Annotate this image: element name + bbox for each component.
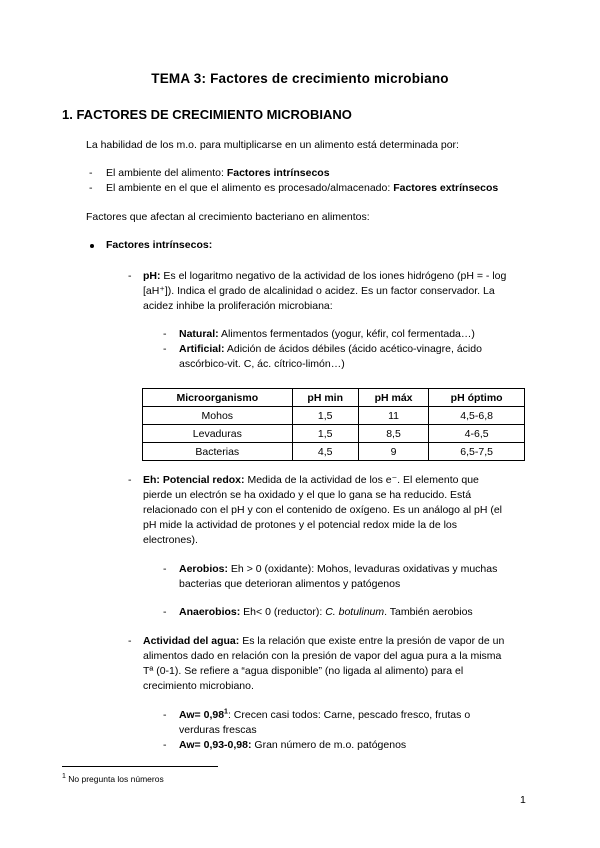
dash-marker: - [128,474,132,486]
table-cell: 9 [358,443,428,461]
table-cell: 4,5-6,8 [429,407,525,425]
aw-item-1: $Aw= 0,98^1$: Crecen casi todos: Carne, pescado fresco, frutas o [179,708,471,721]
dash-marker: - [163,709,167,721]
footnote-ref[interactable]: 1 [224,708,228,716]
page-number: 1 [520,794,526,806]
table-header-row [143,389,525,407]
table-cell: 1,5 [292,425,358,443]
aw-item-1-cont: verduras frescas [179,724,257,736]
dash-marker: - [163,739,167,751]
dash-marker: - [128,635,132,647]
ph-line-2: [aH⁺]). Indica el grado de alcalinidad o acidez. Es un factor conservador. La [143,285,495,297]
bullet-extrinsic: El ambiente en el que el alimento es procesado/almacenado: Factores extrínsecos [106,182,499,194]
eh-line-1: Eh: Potencial redox: Medida de la actividad de los e⁻. El elemento que [143,474,479,486]
bullet-intrinsic: El ambiente del alimento: Factores intrínsecos [106,167,330,179]
aw-line-2: alimentos dado en relación con la presión de vapor del agua pura a la misma [143,650,502,662]
table-cell: 11 [358,407,428,425]
table-cell: 1,5 [292,407,358,425]
page-title: TEMA 3: Factores de crecimiento microbiano [151,71,449,86]
aw-line-3: Tª (0-1). Se refiere a “agua disponible” (no ligada al alimento) para el [143,665,464,677]
eh-anaerobios: Anaerobios: Eh< 0 (reductor): C. botulinum. También aerobios [179,606,473,618]
aw-line-1: Actividad del agua: Es la relación que existe entre la presión de vapor de un [143,635,505,647]
ph-table [142,388,525,461]
ph-artificial-cont: ascórbico-vit. C, ác. cítrico-limón…) [179,358,345,370]
table-cell: Bacterias [143,443,293,461]
eh-line-3: relacionado con el pH y con el contenido de oxígeno. Es un análogo al pH (el [143,504,502,516]
eh-line-4: pH mide la actividad de protones y el potencial redox mide la de los [143,519,458,531]
table-cell: 6,5-7,5 [429,443,525,461]
dash-marker: - [163,328,167,340]
table-cell: Mohos [143,407,293,425]
aw-line-4: crecimiento microbiano. [143,680,254,692]
footnote: $^1$ No pregunta los números [62,773,164,784]
table-cell: 8,5 [358,425,428,443]
table-header: pH min [292,389,358,407]
dash-marker: - [89,167,93,179]
table-header: pH máx [358,389,428,407]
table-row [143,407,525,425]
table-row [143,443,525,461]
eh-aerobios-cont: bacterias que deterioran alimentos y patógenos [179,578,401,590]
footnote-divider [62,766,218,767]
factors-intro: Factores que afectan al crecimiento bacteriano en alimentos: [86,211,370,223]
table-header: pH óptimo [429,389,525,407]
bullet-dot [90,244,94,248]
aw-item-2: Aw= 0,93-0,98: Gran número de m.o. patógenos [179,739,407,751]
dash-marker: - [163,563,167,575]
ph-natural: Natural: Alimentos fermentados (yogur, kéfir, col fermentada…) [179,328,475,340]
dash-marker: - [89,182,93,194]
ph-line-1: pH: Es el logaritmo negativo de la actividad de los iones hidrógeno (pH = - log [143,270,507,282]
dash-marker: - [163,606,167,618]
ph-artificial: Artificial: Adición de ácidos débiles (ácido acético-vinagre, ácido [179,343,482,355]
table-cell: Levaduras [143,425,293,443]
dash-marker: - [128,270,132,282]
intrinsic-heading: Factores intrínsecos: [106,239,213,251]
section-heading: 1. FACTORES DE CRECIMIENTO MICROBIANO [62,107,352,122]
table-row [143,425,525,443]
eh-aerobios: Aerobios: Eh > 0 (oxidante): Mohos, levaduras oxidativas y muchas [179,563,498,575]
eh-line-2: pierde un electrón se ha oxidado y el que lo gana se ha reducido. Está [143,489,472,501]
dash-marker: - [163,343,167,355]
table-header: Microorganismo [143,389,293,407]
ph-line-3: acidez inhibe la proliferación microbiana: [143,300,333,312]
table-cell: 4,5 [292,443,358,461]
eh-line-5: electrones). [143,534,198,546]
intro-text: La habilidad de los m.o. para multiplicarse en un alimento está determinada por: [86,139,459,151]
table-cell: 4-6,5 [429,425,525,443]
